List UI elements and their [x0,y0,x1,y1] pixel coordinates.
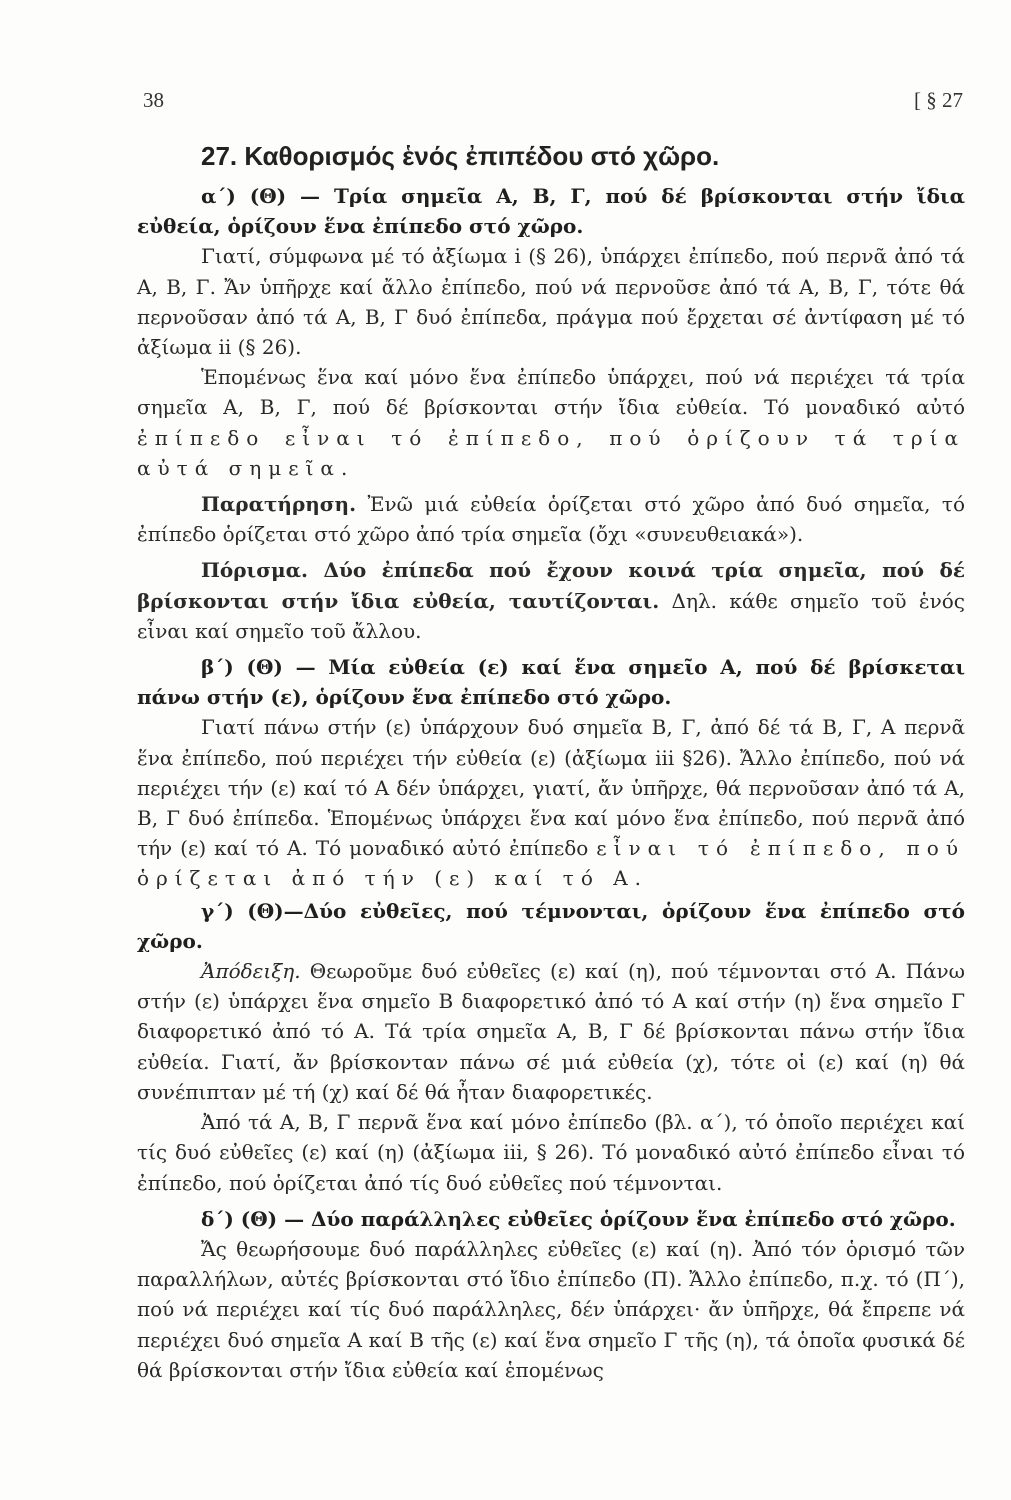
proof-b [137,712,965,893]
page-body [137,138,965,1385]
theorem-c: γ΄) (Θ)—Δύο εὐθεῖες, πού τέμνονται, ὁρίζουν ἕνα ἐπίπεδο στό χῶρο. [137,898,965,953]
section-title: 27. Καθορισμός ἑνός ἐπιπέδου στό χῶρο. [201,141,720,171]
remark [137,489,965,549]
proof-a: Γιατί, σύμφωνα μέ τό ἀξίωμα i (§ 26), ὑπάρχει ἐπίπεδο, πού περνᾶ ἀπό τά Α, Β, Γ. Ἄν ὑπῆρχε καί ἄλλο ἐπίπεδο, πού νά περνοῦσε ἀπό τά Α, Β, Γ, τότε θά περνοῦσαν ἀπό τά Α, Β, Γ δυό ἐπίπεδα, πράγμα πού ἔρχεται σέ ἀντίφαση μέ τό ἀξίωμα ii (§ 26). [137,244,965,360]
theorem-b: β΄) (Θ) — Μία εὐθεία (ε) καί ἕνα σημεῖο Α, πού δέ βρίσκεται πάνω στήν (ε), ὁρίζουν ἕνα ἐπίπεδο στό χῶρο. [137,655,965,710]
corollary-text: Δηλ. κάθε σημεῖο τοῦ ἑνός εἶναι καί σημεῖο τοῦ ἄλλου. [137,588,965,643]
remark-label: Παρατήρηση. [201,492,357,517]
proof-c-text: Θεωροῦμε δυό εὐθεῖες (ε) καί (η), πού τέμνονται στό Α. Πάνω στήν (ε) ὑπάρχει ἕνα σημεῖο Β διαφορετικό ἀπό τό Α καί στήν (η) ἕνα σημεῖο Γ διαφορετικό ἀπό τό Α. Τά τρία σημεῖα Α, Β, Γ δέ βρίσκονται πάνω στήν ἴδια εὐθεία. Γιατί, ἄν βρίσκονταν πάνω σέ μιά εὐθεία (χ), τότε οἱ (ε) καί (η) θά συνέπιπταν μέ τή (χ) καί δέ θά ἦταν διαφορετικές. [137,959,965,1104]
proof-c-label: Ἀπόδειξη. [201,959,301,984]
conclusion-a-end: . [340,455,348,480]
conclusion-a [137,362,965,483]
remark-text: Ἐνῶ μιά εὐθεία ὁρίζεται στό χῶρο ἀπό δυό σημεῖα, τό ἐπίπεδο ὁρίζεται στό χῶρο ἀπό τρία σημεῖα (ὄχι «συνευθειακά»). [137,492,965,547]
proof-b-end: . [634,866,642,891]
page-header [143,88,963,118]
theorem-a: α΄) (Θ) — Τρία σημεῖα Α, Β, Γ, πού δέ βρίσκονται στήν ἴδια εὐθεία, ὁρίζουν ἕνα ἐπίπεδο στό χῶρο. [137,184,965,239]
proof-d: Ἄς θεωρήσουμε δυό παράλληλες εὐθεῖες (ε) καί (η). Ἀπό τόν ὁρισμό τῶν παραλλήλων, αὐτές βρίσκονται στό ἴδιο ἐπίπεδο (Π). Ἄλλο ἐπίπεδο, π.χ. τό (Π΄), πού νά περιέχει καί τίς δυό παράλληλες, δέν ὑπάρχει· ἄν ὑπῆρχε, θά ἔπρεπε νά περιέχει δυό σημεῖα Α καί Β τῆς (ε) καί ἕνα σημεῖο Γ τῆς (η), τά ὁποῖα φυσικά δέ θά βρίσκονται στήν ἴδια εὐθεία καί ἑπομένως [137,1236,965,1382]
corollary-statement: Πόρισμα. Δύο ἐπίπεδα πού ἔχουν κοινά τρία σημεῖα, πού δέ βρίσκονται στήν ἴδια εὐθεία, ταυτίζονται. [137,558,965,613]
conclusion-a-spaced: ἐπίπεδο εἶναι τό ἐπίπεδο, πού ὁρίζουν τά τρία αὐτά σημεῖα [137,425,965,480]
proof-b-start: Γιατί πάνω στήν (ε) ὑπάρχουν δυό σημεῖα Β, Γ, ἀπό δέ τά Β, Γ, Α περνᾶ ἕνα ἐπίπεδο, πού περιέχει τήν εὐθεία (ε) (ἀξίωμα iii §26). Ἄλλο ἐπίπεδο, πού νά περιέχει τήν (ε) καί τό Α δέν ὑπάρχει, γιατί, ἄν ὑπῆρχε, θά περνοῦσαν ἀπό τά Α, Β, Γ δυό ἐπίπεδα. Ἑπομένως ὑπάρχει ἕνα καί μόνο ἕνα ἐπίπεδο, πού περνᾶ ἀπό τήν (ε) καί τό Α. Τό μοναδικό αὐτό ἐπίπεδο [137,715,965,861]
page-number: 38 [143,88,164,112]
conclusion-a-start: Ἑπομένως ἕνα καί μόνο ἕνα ἐπίπεδο ὑπάρχει, πού νά περιέχει τά τρία σημεῖα Α, Β, Γ, πού δέ βρίσκονται στήν ἴδια εὐθεία. Τό μοναδικό αὐτό [137,365,965,420]
conclusion-c: Ἀπό τά Α, Β, Γ περνᾶ ἕνα καί μόνο ἐπίπεδο (βλ. α΄), τό ὁποῖο περιέχει καί τίς δυό εὐθεῖες (ε) καί (η) (ἀξίωμα iii, § 26). Τό μοναδικό αὐτό ἐπίπεδο εἶναι τό ἐπίπεδο, πού ὁρίζεται ἀπό τίς δυό εὐθεῖες πού τέμνονται. [137,1110,965,1195]
theorem-d: δ΄) (Θ) — Δύο παράλληλες εὐθεῖες ὁρίζουν ἕνα ἐπίπεδο στό χῶρο. [201,1206,956,1231]
proof-c [137,956,965,1107]
proof-b-spaced: εἶναι τό ἐπίπεδο, πού ὁρίζεται ἀπό τήν (ε) καί τό Α [137,836,965,891]
section-reference: [ § 27 [914,88,963,112]
corollary [137,555,965,646]
